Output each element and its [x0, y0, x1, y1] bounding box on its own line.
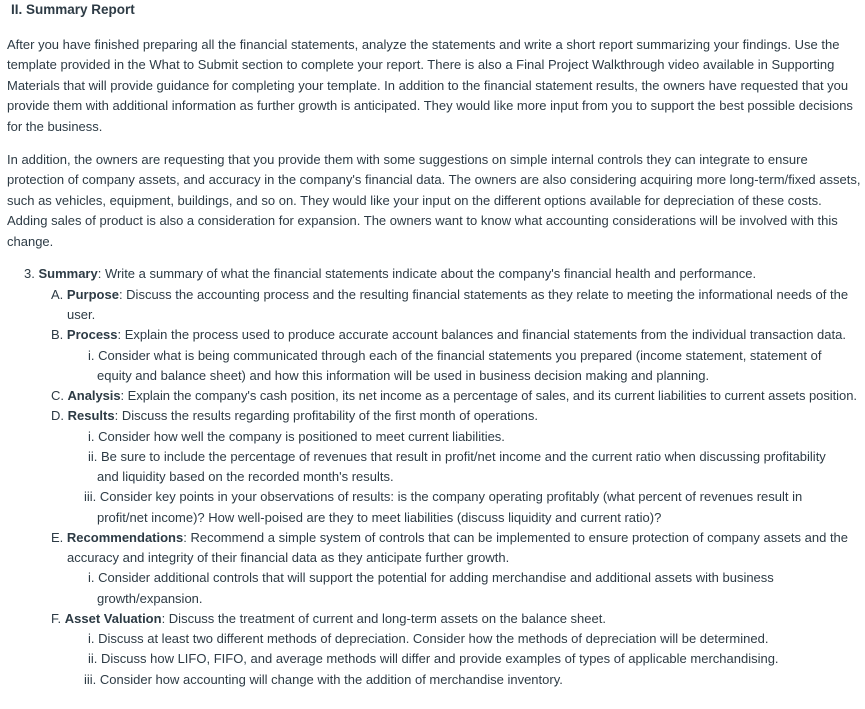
list-marker: C. [51, 388, 64, 403]
sub-item-f-ii: ii. Discuss how LIFO, FIFO, and average methods will differ and provide examples of types of applicable merchandising. [88, 651, 779, 666]
list-item-analysis [51, 386, 857, 406]
item-text: : Discuss the results regarding profitability of the first month of operations. [114, 408, 539, 423]
list-item-purpose-cont: user. [67, 307, 96, 322]
item-label: Purpose [66, 287, 119, 302]
list-item-asset-valuation [51, 609, 606, 629]
list-marker: B. [51, 327, 64, 342]
item-label: Summary [38, 266, 98, 281]
sub-item-d-i: i. Consider how well the company is positioned to meet current liabilities. [88, 429, 505, 444]
list-item-process [51, 325, 846, 345]
list-marker: 3. [24, 266, 35, 281]
intro-paragraph: After you have finished preparing all the financial statements, analyze the statements and write a short report summarizing your findings. Use the template provided in the What to Submit section to complete your report. There is also a Final Project Walkthrough video available in Supporting Materials that will provide guidance for completing your template. In addition to the financial statement results, the owners have requested that you provide them with additional information as further growth is anticipated. They would like more input from you to support the best possible decisions for the business. [7, 37, 853, 134]
list-marker: A. [51, 287, 64, 302]
sub-item-d-iii-cont: profit/net income)? How well-poised are they to meet liabilities (discuss liquidity and current ratio)? [97, 510, 662, 525]
section-heading: II. Summary Report [11, 2, 135, 17]
sub-item-f-iii: iii. Consider how accounting will change with the addition of merchandise inventory. [84, 672, 563, 687]
item-text: : Discuss the accounting process and the resulting financial statements as they relate to meeting the informational needs of the [118, 287, 849, 302]
sub-item-d-ii-cont: and liquidity based on the recorded month's results. [97, 469, 394, 484]
controls-paragraph: In addition, the owners are requesting that you provide them with some suggestions on simple internal controls they can integrate to ensure protection of company assets, and accuracy in the company's financial data. The owners are also considering acquiring more long-term/fixed assets, such as vehicles, equipment, buildings, and so on. They would like your input on the different options available for depreciation of these costs. Adding sales of product is also a consideration for expansion. The owners want to know what accounting considerations will be involved with this change. [7, 152, 861, 249]
item-text: : Explain the process used to produce accurate account balances and financial statements from the individual transaction data. [117, 327, 846, 342]
sub-item-b-i: i. Consider what is being communicated through each of the financial statements you prepared (income statement, statement of [88, 348, 822, 363]
item-label: Asset Valuation [64, 611, 162, 626]
item-text: : Write a summary of what the financial statements indicate about the company's financial health and performance. [97, 266, 757, 281]
item-text: : Recommend a simple system of controls that can be implemented to ensure protection of company assets and the [183, 530, 849, 545]
list-marker: F. [51, 611, 62, 626]
list-item-purpose [51, 285, 848, 305]
sub-item-e-i-cont: growth/expansion. [97, 591, 203, 606]
item-label: Recommendations [66, 530, 184, 545]
item-label: Results [67, 408, 115, 423]
item-text: : Explain the company's cash position, its net income as a percentage of sales, and its current liabilities to current assets position. [120, 388, 857, 403]
item-label: Process [66, 327, 118, 342]
sub-item-d-ii: ii. Be sure to include the percentage of revenues that result in profit/net income and the current ratio when discussing profitability [88, 449, 826, 464]
list-item-recommendations-cont: accuracy and integrity of their financial data as they anticipate further growth. [67, 550, 510, 565]
list-item-recommendations [51, 528, 848, 548]
list-item-summary [24, 264, 756, 284]
item-label: Analysis [67, 388, 121, 403]
sub-item-e-i: i. Consider additional controls that will support the potential for adding merchandise and additional assets with business [88, 570, 774, 585]
sub-item-b-i-cont: equity and balance sheet) and how this information will be used in business decision making and planning. [97, 368, 710, 383]
sub-item-f-i: i. Discuss at least two different methods of depreciation. Consider how the methods of depreciation will be determined. [88, 631, 769, 646]
list-marker: E. [51, 530, 64, 545]
list-item-results [51, 406, 538, 426]
sub-item-d-iii: iii. Consider key points in your observations of results: is the company operating profitably (what percent of revenues result in [84, 489, 803, 504]
list-marker: D. [51, 408, 64, 423]
item-text: : Discuss the treatment of current and long-term assets on the balance sheet. [161, 611, 606, 626]
